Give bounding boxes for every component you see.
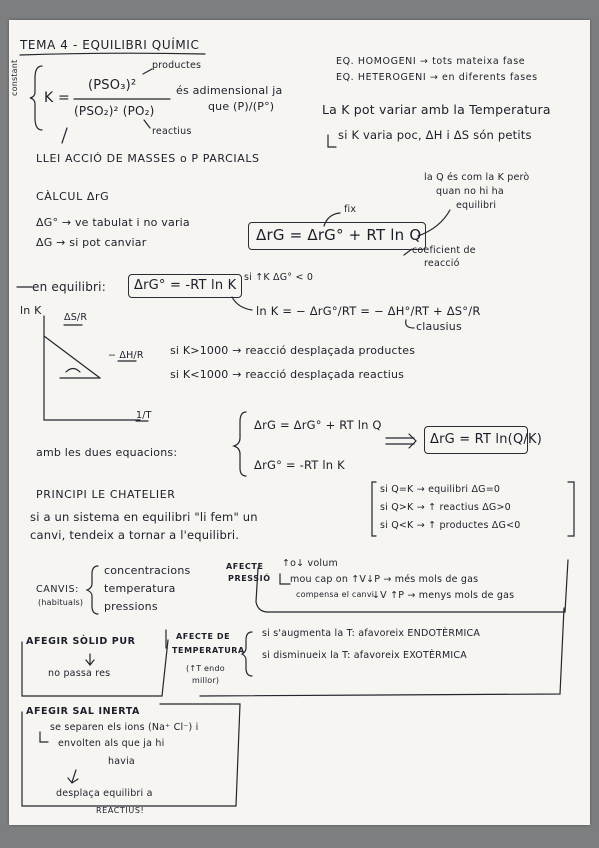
- k-varies-note: La K pot variar amb la Temperatura: [322, 102, 551, 117]
- canvis-sub: (habituals): [38, 598, 84, 607]
- chatelier-heading: PRINCIPI LE CHATELIER: [36, 488, 176, 501]
- k-brace: [30, 66, 42, 130]
- graph-line: [44, 336, 100, 378]
- chatelier-case-3: si Q<K → ↑ productes ΔG<0: [380, 520, 521, 531]
- pressio-label-1: AFECTE: [226, 562, 264, 571]
- coeficient-line-2: reacció: [424, 258, 460, 269]
- solid-label: AFEGIR SÒLID PUR: [26, 636, 136, 647]
- temp-line-1: si s'augmenta la T: afavoreix ENDOTÈRMICA: [262, 628, 481, 639]
- sal-line-4: desplaça equilibri a: [56, 788, 153, 799]
- graph-x-label: 1/T: [136, 410, 152, 421]
- graph-slope: − ΔH/R: [108, 350, 144, 361]
- fix-label: fix: [344, 204, 357, 215]
- temp-label-1: AFECTE DE: [176, 632, 231, 641]
- graph-y-label: ln K: [20, 304, 42, 317]
- g-note: ΔG → si pot canviar: [36, 236, 147, 249]
- pressio-label-2: PRESSIÓ: [228, 574, 271, 583]
- lnk-arrow: [232, 297, 252, 310]
- pressio-line-3: compensa el canvi: [296, 590, 375, 599]
- sal-line-1: se separen els ions (Na⁺ Cl⁻) i: [50, 722, 199, 733]
- productes-label: productes: [152, 60, 202, 71]
- kvar-bracket: [328, 135, 336, 147]
- sal-line-2: envolten als que ja hi: [58, 738, 165, 749]
- q-note-line-1: la Q és com la K però: [424, 172, 530, 183]
- combine-result: ΔrG = RT ln(Q/K): [430, 432, 542, 447]
- combine-label: amb les dues equacions:: [36, 446, 178, 459]
- cases-bracket: [372, 482, 376, 536]
- k-varies-detail: si K varia poc, ΔH i ΔS són petits: [338, 128, 532, 142]
- q-note-line-2: quan no hi ha: [436, 186, 504, 197]
- solid-text: no passa res: [48, 668, 111, 679]
- chatelier-case-2: si Q>K → ↑ reactius ΔG>0: [380, 502, 511, 513]
- sal-line-5: REACTIUS!: [96, 806, 145, 815]
- pressio-line-1: ↑o↓ volum: [282, 558, 338, 569]
- title-underline: [20, 53, 205, 55]
- implies-arrow: [386, 434, 416, 448]
- coeficient-line-1: coeficient de: [412, 245, 476, 256]
- temp-note-2: millor): [192, 676, 220, 685]
- graph-slope-angle: [66, 369, 80, 373]
- temp-note-1: (↑T endo: [186, 664, 225, 673]
- lnk-equation: ln K = − ΔrG°/RT = − ΔH°/RT + ΔS°/R: [256, 304, 481, 318]
- k-denominator: (PSO₂)² (PO₂): [74, 104, 155, 118]
- chatelier-text-1: si a un sistema en equilibri "li fem" un: [30, 510, 258, 524]
- combine-brace: [234, 412, 246, 476]
- sal-down-arrow: [68, 770, 78, 783]
- k-sign-note: si ↑K ΔG° < 0: [244, 272, 314, 283]
- calcul-heading: CÀLCUL ΔrG: [36, 190, 110, 203]
- canvis-brace: [87, 566, 98, 614]
- page-title: TEMA 4 - EQUILIBRI QUÍMIC: [20, 38, 200, 52]
- combine-eq-1: ΔrG = ΔrG° + RT ln Q: [254, 418, 382, 432]
- canvis-item-3: pressions: [104, 600, 158, 613]
- graph-intercept: ΔS/R: [64, 312, 88, 323]
- pressio-line-4: ↓V ↑P → menys mols de gas: [372, 590, 515, 601]
- k-numerator: (PSO₃)²: [88, 78, 137, 93]
- chatelier-case-1: si Q=K → equilibri ΔG=0: [380, 484, 501, 495]
- q-note-line-3: equilibri: [456, 200, 497, 211]
- clausius-label: clausius: [416, 320, 462, 333]
- sal-label: AFEGIR SAL INERTA: [26, 706, 140, 717]
- clausius-hook: [406, 320, 414, 328]
- sal-line-3: havia: [108, 756, 135, 767]
- canvis-item-1: concentracions: [104, 564, 191, 577]
- equilibrium-equation: ΔrG° = -RT ln K: [134, 278, 237, 293]
- k-lhs: K =: [44, 90, 70, 106]
- reactius-label: reactius: [152, 126, 192, 137]
- chatelier-text-2: canvi, tendeix a tornar a l'equilibri.: [30, 528, 240, 542]
- reactius-arrow: [144, 120, 150, 128]
- graph-axes: [44, 316, 140, 420]
- down-arrow: [62, 128, 67, 143]
- pressio-line-2: mou cap on ↑V↓P → més mols de gas: [290, 574, 479, 585]
- equilibrium-label: en equilibri:: [32, 280, 106, 294]
- temp-line-2: si disminueix la T: afavoreix EXOTÈRMICA: [262, 650, 467, 661]
- llei-masses: LLEI ACCIÓ DE MASSES o P PARCIALS: [36, 152, 260, 165]
- solid-down-arrow: [86, 654, 94, 665]
- k-less-case: si K<1000 → reacció desplaçada reactius: [170, 368, 405, 381]
- canvis-label: CANVIS:: [36, 584, 79, 595]
- k-greater-case: si K>1000 → reacció desplaçada productes: [170, 344, 416, 357]
- combine-eq-2: ΔrG° = -RT ln K: [254, 458, 345, 472]
- adimensional-line-1: és adimensional ja: [176, 84, 283, 97]
- g0-note: ΔG° → ve tabulat i no varia: [36, 216, 190, 229]
- temp-label-2: TEMPERATURA: [172, 646, 245, 655]
- constant-side-label: constant: [10, 59, 19, 96]
- productes-arrow: [143, 69, 152, 74]
- canvis-item-2: temperatura: [104, 582, 176, 595]
- main-equation: ΔrG = ΔrG° + RT ln Q: [256, 226, 422, 244]
- homogeni-note: EQ. HOMOGENI → tots mateixa fase: [336, 56, 526, 67]
- heterogeni-note: EQ. HETEROGENI → en diferents fases: [336, 72, 538, 83]
- adimensional-line-2: que (P)/(P°): [208, 100, 275, 113]
